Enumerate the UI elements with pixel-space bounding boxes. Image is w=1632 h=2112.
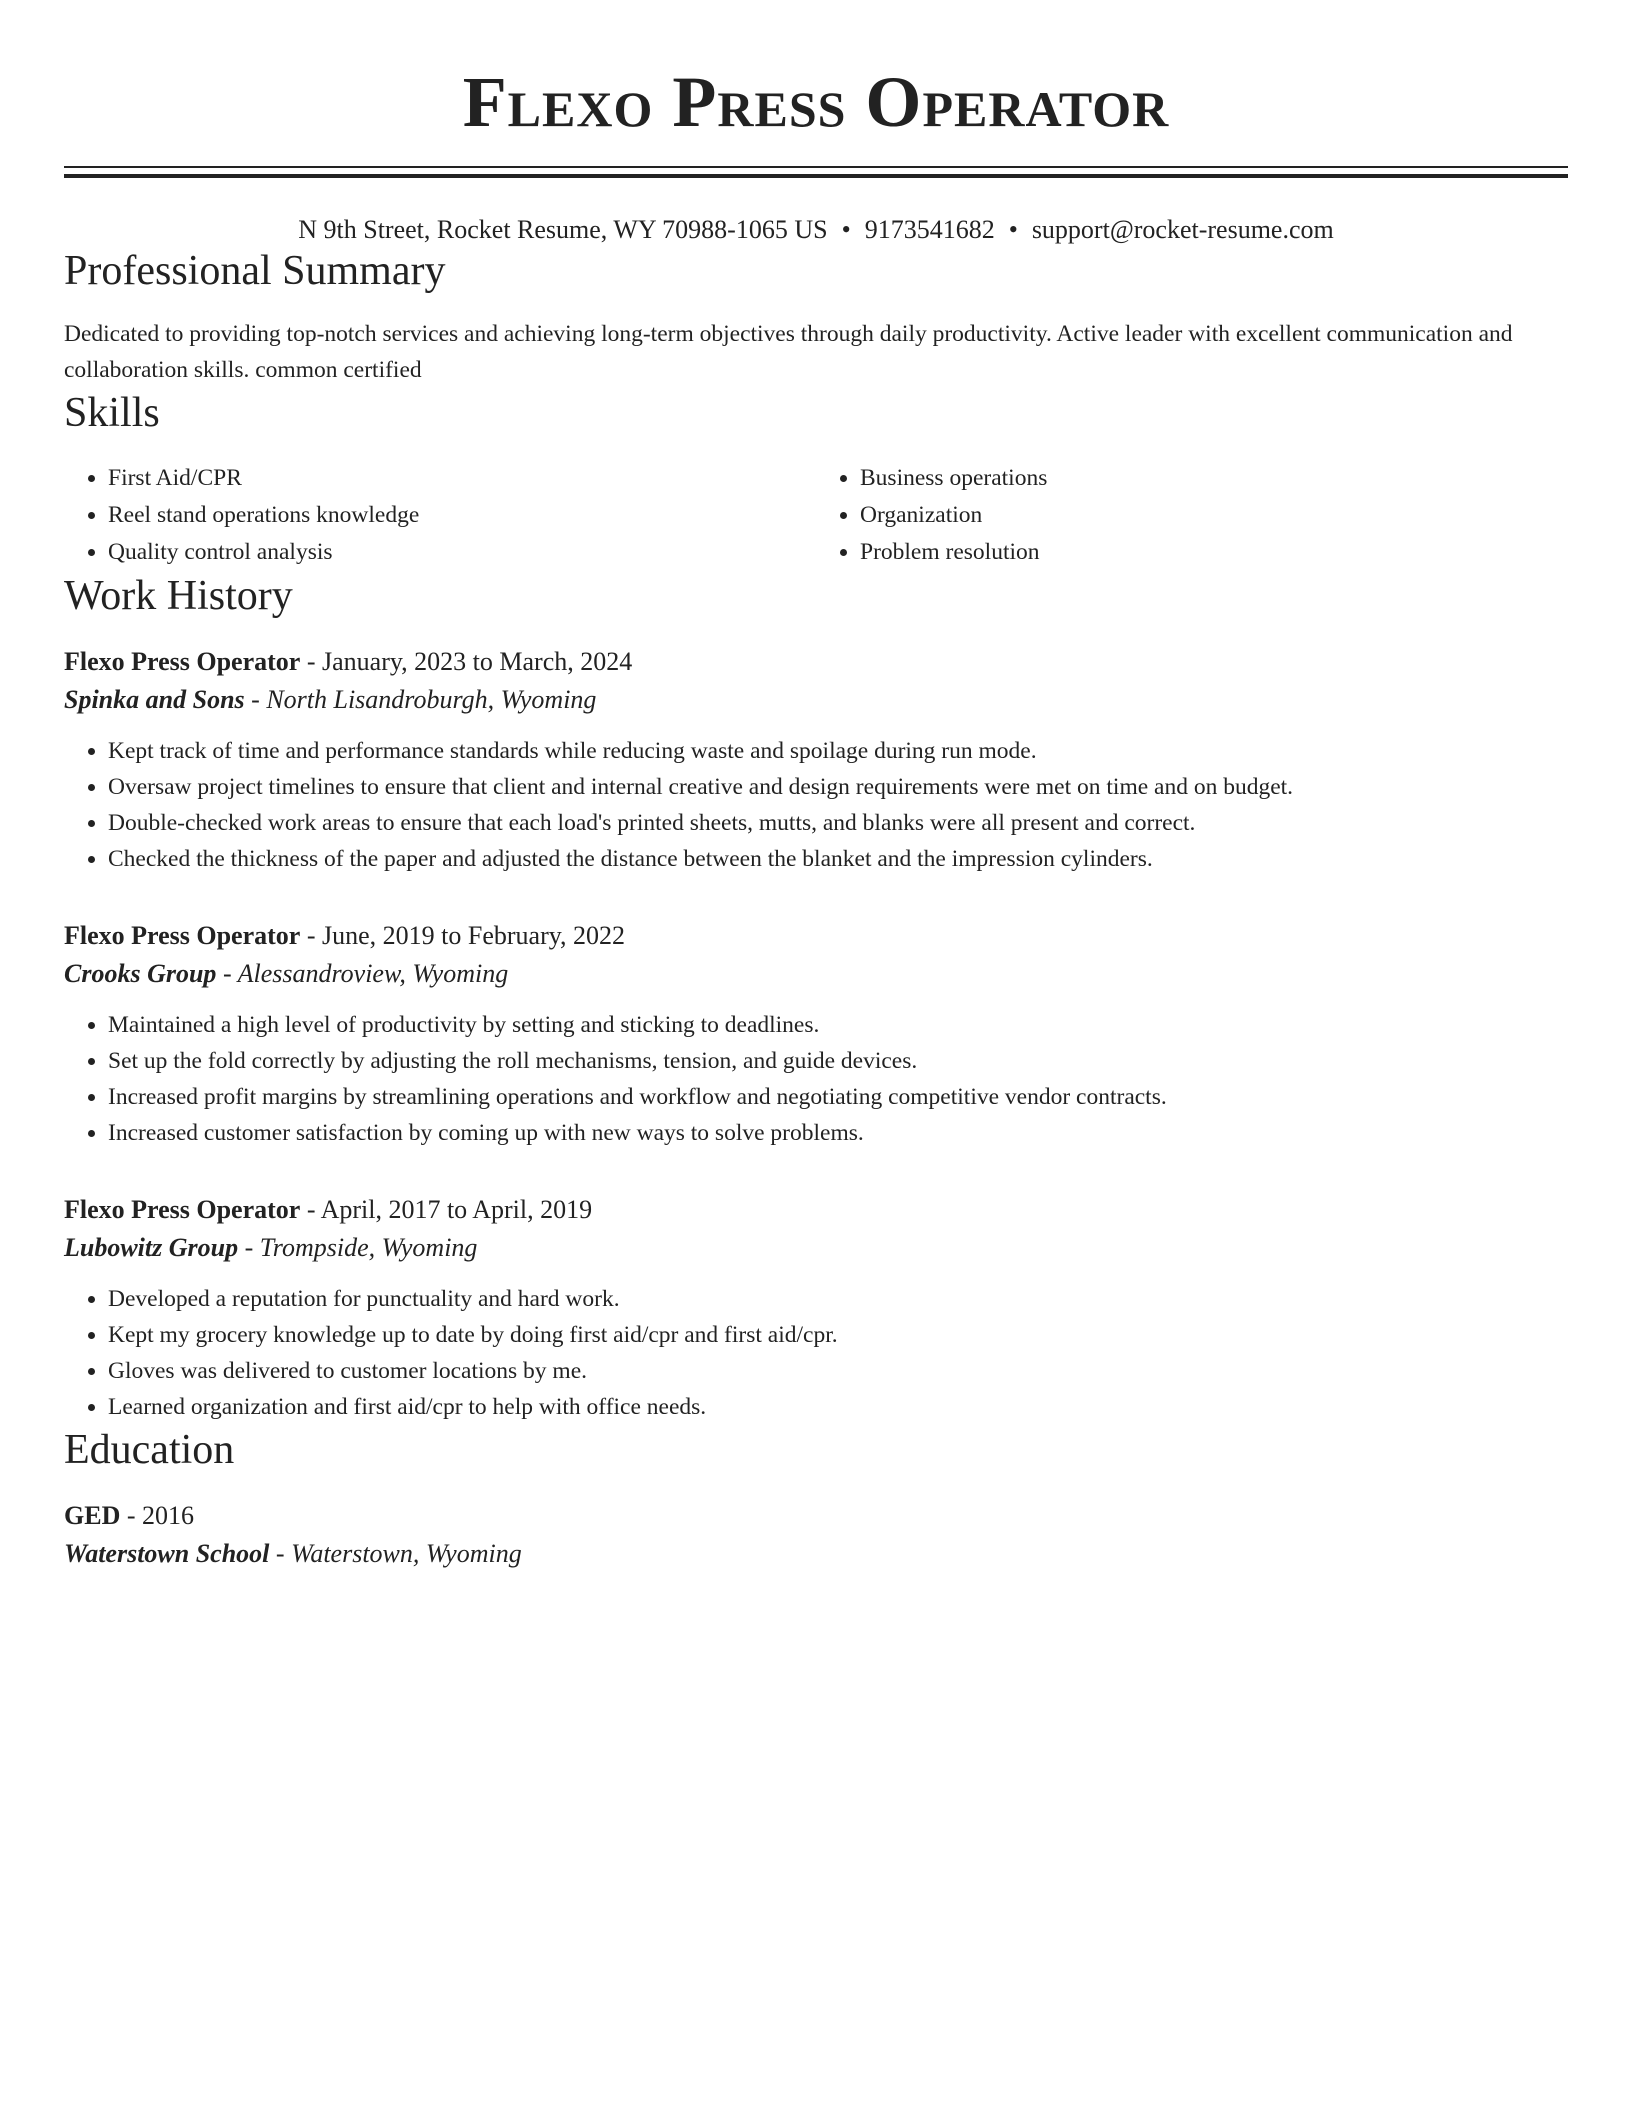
contact-phone: 9173541682 (864, 215, 995, 244)
degree-name: GED (64, 1501, 121, 1530)
degree-line (64, 1497, 1568, 1535)
job-dates: - June, 2019 to February, 2022 (300, 921, 626, 950)
job-bullet: • Checked the thickness of the paper and adjusted the distance between the blanket and the impression cylinders. (108, 841, 1568, 877)
education-heading: Education (64, 1427, 235, 1473)
job-bullet: • Learned organization and first aid/cpr to help with office needs. (108, 1389, 1568, 1425)
company-line (64, 1229, 1568, 1267)
job-title-line (64, 917, 1568, 955)
job-bullet: • Maintained a high level of productivity by setting and sticking to deadlines. (108, 1007, 1568, 1043)
skills-grid (64, 460, 1568, 571)
job-bullets (64, 1281, 1568, 1425)
skill-item: • Reel stand operations knowledge (108, 497, 816, 534)
company-location: - North Lisandroburgh, Wyoming (244, 685, 597, 714)
degree-year: - 2016 (120, 1501, 195, 1530)
resume-name: Flexo Press Operator (462, 62, 1170, 142)
skill-item: • Business operations (860, 460, 1568, 497)
company-name: Spinka and Sons (64, 685, 245, 714)
job-title-line (64, 1191, 1568, 1229)
job-bullet: • Increased profit margins by streamlining operations and workflow and negotiating competitive vendor contracts. (108, 1079, 1568, 1115)
school-location: - Waterstown, Wyoming (269, 1539, 522, 1568)
job-dates: - April, 2017 to April, 2019 (300, 1195, 593, 1224)
job-bullet: • Double-checked work areas to ensure that each load's printed sheets, mutts, and blanks were all present and correct. (108, 805, 1568, 841)
job-dates: - January, 2023 to March, 2024 (300, 647, 633, 676)
job-title-line (64, 643, 1568, 681)
job-bullet: • Kept track of time and performance standards while reducing waste and spoilage during run mode. (108, 733, 1568, 769)
job-bullet: • Increased customer satisfaction by coming up with new ways to solve problems. (108, 1115, 1568, 1151)
job-entry (64, 917, 1568, 1151)
job-entry (64, 643, 1568, 877)
header-rule-thick (64, 174, 1568, 178)
job-entry (64, 1191, 1568, 1425)
job-title: Flexo Press Operator (64, 1195, 301, 1224)
school-line (64, 1535, 1568, 1573)
skills-list-right (816, 460, 1568, 571)
skill-item: • Quality control analysis (108, 534, 816, 571)
company-location: - Alessandroview, Wyoming (216, 959, 509, 988)
skills-heading: Skills (64, 390, 160, 436)
skill-item: • Problem resolution (860, 534, 1568, 571)
school-name: Waterstown School (64, 1539, 270, 1568)
job-bullet: • Kept my grocery knowledge up to date by doing first aid/cpr and first aid/cpr. (108, 1317, 1568, 1353)
skill-item: • Organization (860, 497, 1568, 534)
company-location: - Trompside, Wyoming (238, 1233, 478, 1262)
job-title: Flexo Press Operator (64, 921, 301, 950)
summary-heading: Professional Summary (64, 248, 446, 294)
job-bullets (64, 1007, 1568, 1151)
job-bullet: • Set up the fold correctly by adjusting the roll mechanisms, tension, and guide devices. (108, 1043, 1568, 1079)
education-entry (64, 1497, 1568, 1573)
company-name: Lubowitz Group (64, 1233, 239, 1262)
job-bullet: • Developed a reputation for punctuality and hard work. (108, 1281, 1568, 1317)
skill-item: • First Aid/CPR (108, 460, 816, 497)
company-line (64, 681, 1568, 719)
contact-separator: • (1008, 215, 1018, 244)
job-bullet: • Oversaw project timelines to ensure that client and internal creative and design requirements were met on time and on budget. (108, 769, 1568, 805)
company-line (64, 955, 1568, 993)
contact-address: N 9th Street, Rocket Resume, WY 70988-1065 US (298, 215, 828, 244)
job-bullet: • Gloves was delivered to customer locations by me. (108, 1353, 1568, 1389)
skills-list-left (64, 460, 816, 571)
contact-email: support@rocket-resume.com (1031, 215, 1334, 244)
contact-line (64, 214, 1568, 246)
company-name: Crooks Group (64, 959, 217, 988)
contact-separator: • (841, 215, 851, 244)
job-title: Flexo Press Operator (64, 647, 301, 676)
work-history-heading: Work History (64, 573, 293, 619)
job-bullets (64, 733, 1568, 877)
summary-text: Dedicated to providing top-notch services and achieving long-term objectives through daily productivity. Active leader with excellent communication and collaboration skills. common certified (64, 321, 1513, 383)
header-rule-thin (64, 166, 1568, 168)
